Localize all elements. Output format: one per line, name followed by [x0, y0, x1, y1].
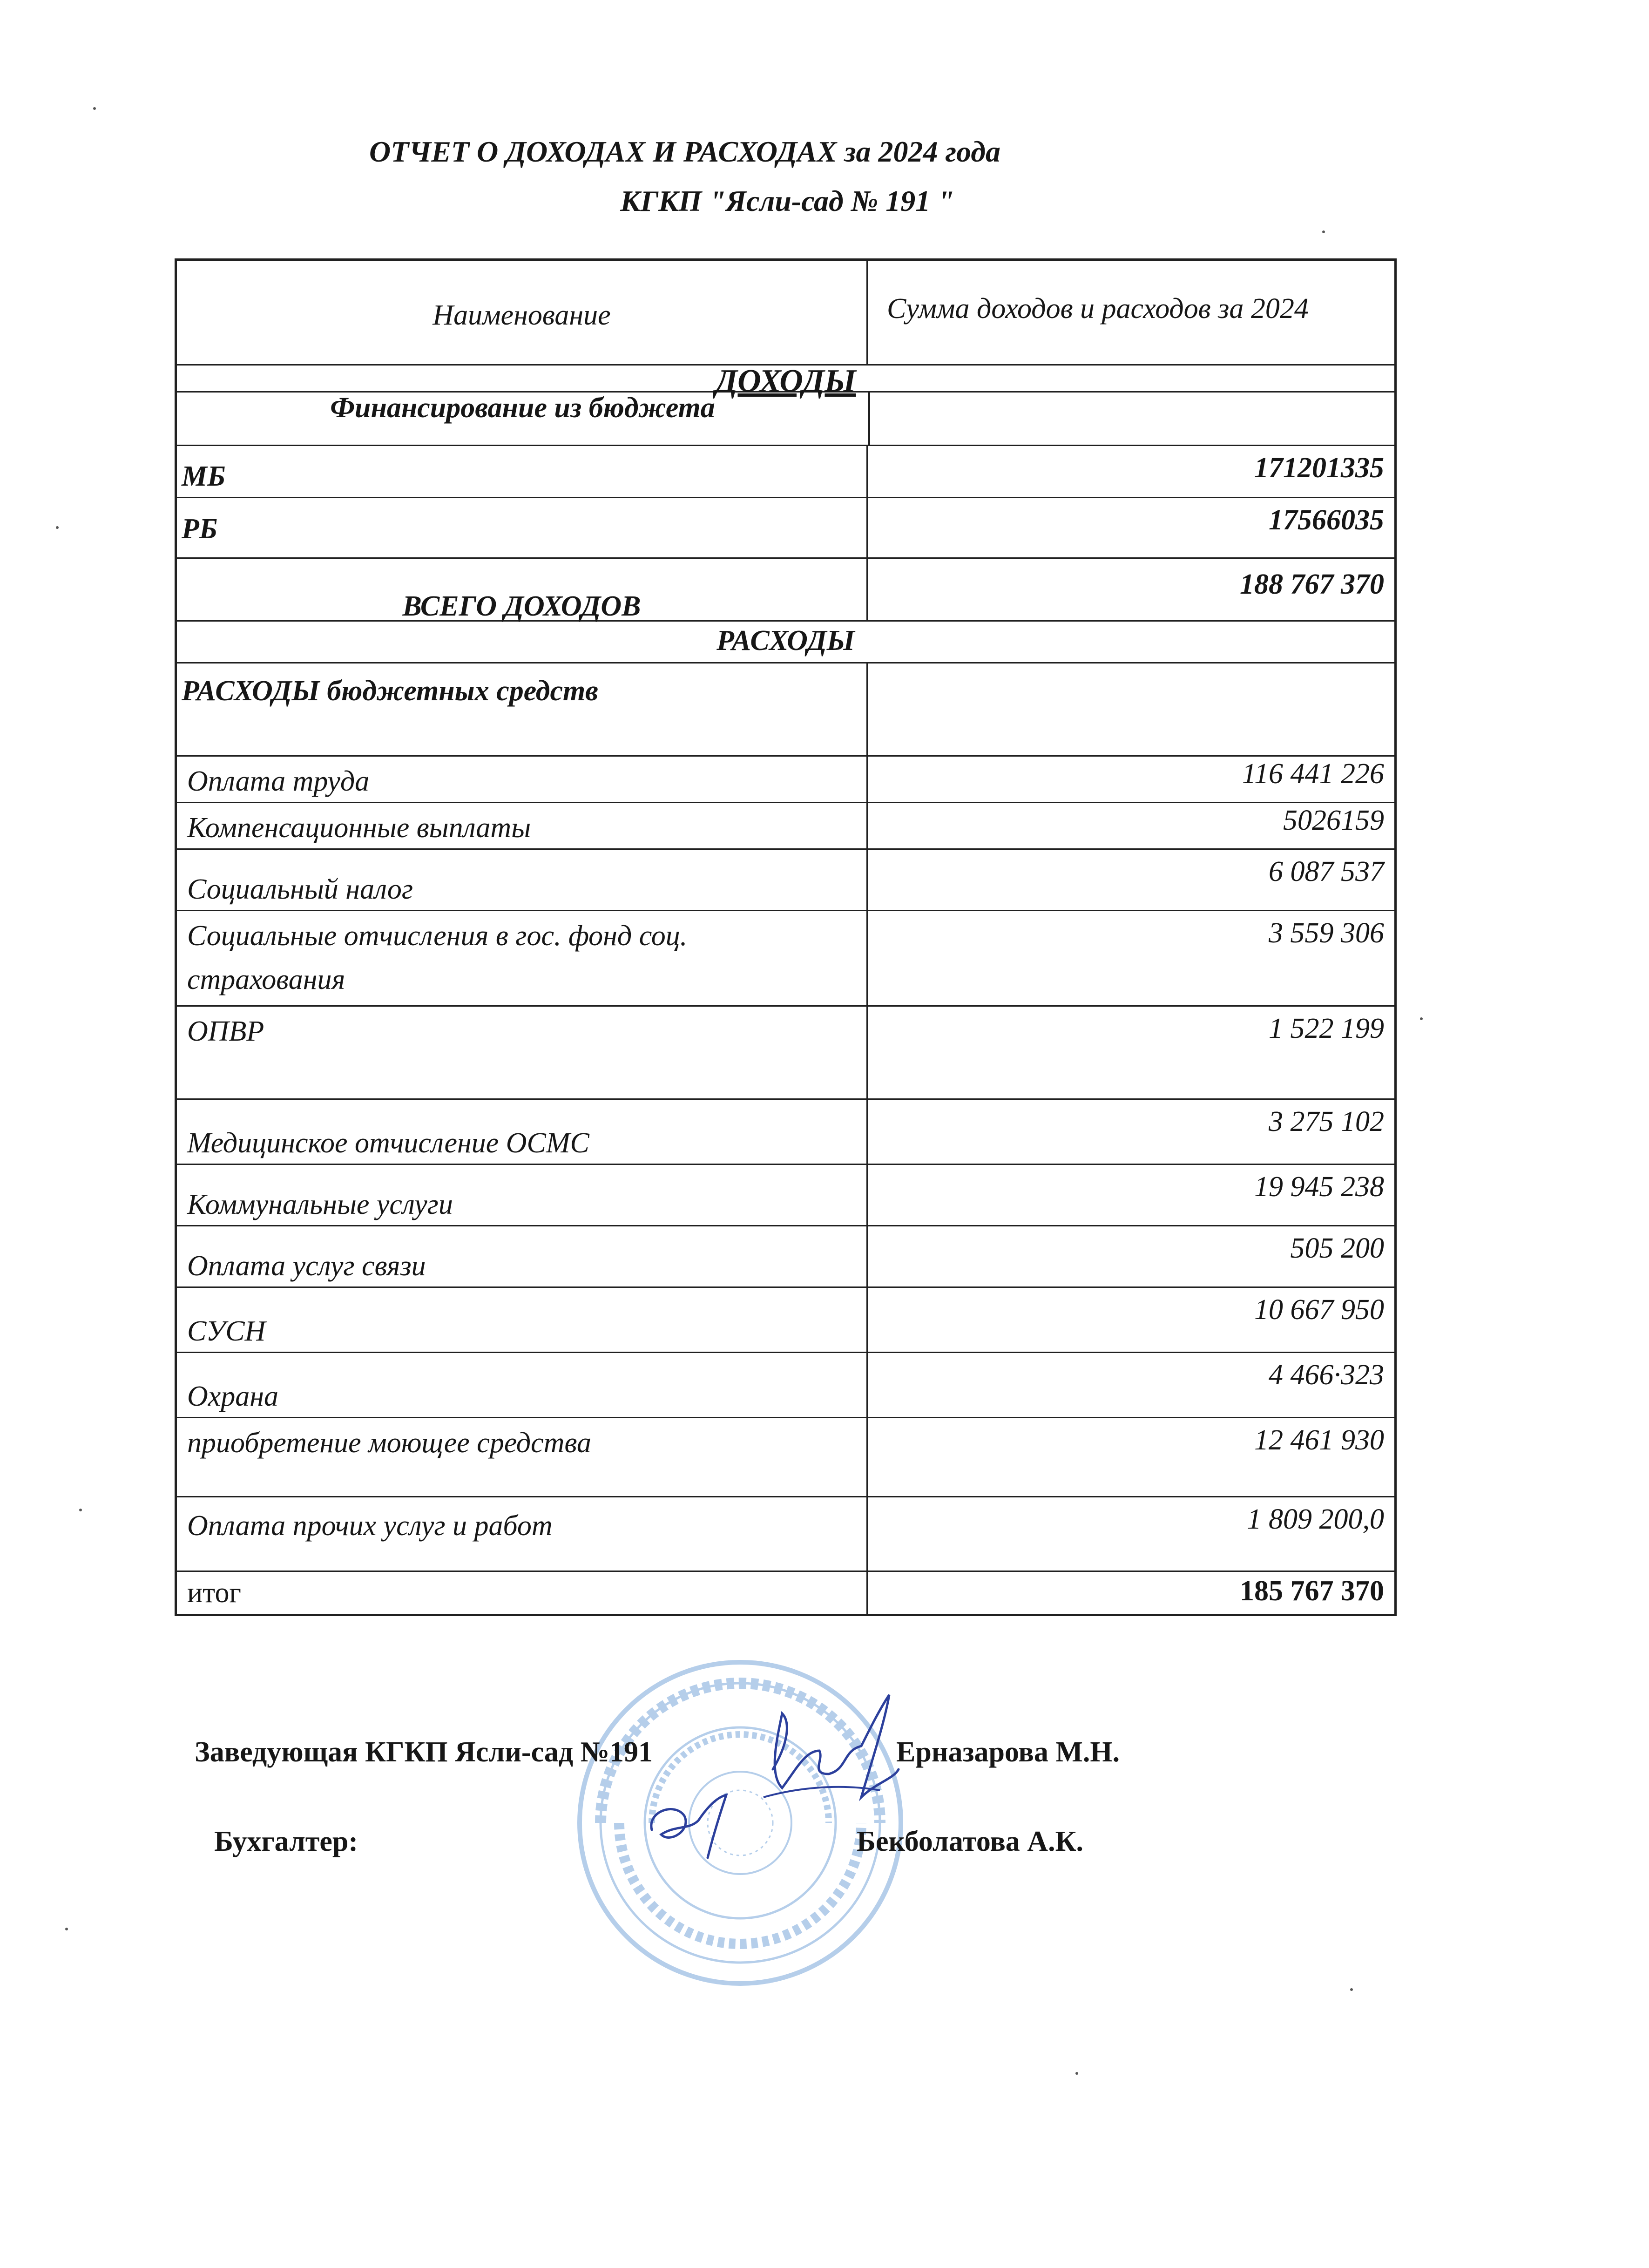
row-label: Оплата услуг связи — [187, 1250, 426, 1282]
table-row — [177, 1007, 1394, 1100]
row-value: 505 200 — [1290, 1232, 1384, 1264]
row-label: Социальные отчисления в гос. фонд соц. — [187, 920, 688, 952]
table-row — [177, 1165, 1394, 1226]
table-row — [177, 850, 1394, 911]
table-row — [177, 1288, 1394, 1353]
head-name: Ерназарова М.Н. — [896, 1736, 1120, 1768]
table-row — [177, 1100, 1394, 1165]
row-value: 171201335 — [1254, 452, 1384, 484]
scan-speck — [1420, 1017, 1423, 1020]
funding-label: Финансирование из бюджета — [330, 392, 715, 424]
scan-speck — [1075, 2072, 1078, 2075]
grand-total-row — [177, 1572, 1394, 1614]
grand-total-label: итог — [187, 1577, 241, 1609]
expense-section-title: РАСХОДЫ — [716, 625, 855, 657]
table-row — [177, 757, 1394, 803]
expense-subsection-label: РАСХОДЫ бюджетных средств — [182, 675, 598, 707]
row-value: 3 559 306 — [1269, 917, 1384, 949]
row-value: 19 945 238 — [1254, 1171, 1384, 1203]
table-row — [177, 446, 1394, 498]
report-title-line1: ОТЧЕТ О ДОХОДАХ И РАСХОДАХ за 2024 года — [369, 135, 1000, 168]
row-label-continuation: страхования — [187, 964, 345, 995]
table-row — [177, 803, 1394, 850]
funding-row — [177, 393, 1394, 446]
row-label: МБ — [182, 460, 226, 492]
table-row — [177, 1418, 1394, 1497]
row-value: 17566035 — [1269, 504, 1384, 536]
column-header-sum: Сумма доходов и расходов за 2024 — [887, 293, 1309, 325]
scan-speck — [79, 1509, 82, 1511]
row-value: 10 667 950 — [1254, 1294, 1384, 1326]
column-header-name: Наименование — [433, 299, 611, 331]
accountant-signature-icon — [638, 1788, 740, 1862]
income-section-title: ДОХОДЫ — [715, 363, 856, 399]
income-total-row — [177, 559, 1394, 622]
grand-total-value: 185 767 370 — [1240, 1575, 1384, 1607]
row-value: 4 466·323 — [1269, 1359, 1384, 1391]
accountant-name: Бекболатова А.К. — [857, 1826, 1084, 1857]
row-label: Коммунальные услуги — [187, 1189, 453, 1220]
table-row — [177, 1353, 1394, 1418]
expense-subsection-row — [177, 663, 1394, 757]
scan-speck — [1350, 1988, 1353, 1991]
row-value: 3 275 102 — [1269, 1106, 1384, 1137]
row-label: Социальный налог — [187, 873, 413, 905]
row-value: 1 522 199 — [1269, 1013, 1384, 1044]
scan-speck — [93, 107, 96, 110]
row-label: РБ — [182, 513, 218, 545]
head-signature-icon — [754, 1681, 903, 1821]
row-label: Медицинское отчисление ОСМС — [187, 1127, 589, 1159]
table-row — [177, 1226, 1394, 1288]
expense-section-row — [177, 622, 1394, 663]
row-value: 6 087 537 — [1269, 856, 1384, 887]
table-header-row — [177, 261, 1394, 366]
income-total-label: ВСЕГО ДОХОДОВ — [402, 590, 641, 622]
row-value: 12 461 930 — [1254, 1424, 1384, 1456]
row-label: Оплата прочих услуг и работ — [187, 1510, 553, 1542]
row-value: 1 809 200,0 — [1247, 1503, 1384, 1535]
row-label: Оплата труда — [187, 765, 370, 797]
row-label: приобретение моющее средства — [187, 1427, 591, 1459]
row-label: Охрана — [187, 1381, 279, 1412]
scan-speck — [65, 1928, 68, 1930]
scan-speck — [1322, 230, 1325, 233]
table-row — [177, 911, 1394, 1007]
row-value: 5026159 — [1283, 805, 1384, 836]
row-label: СУСН — [187, 1315, 266, 1347]
table-row — [177, 498, 1394, 559]
accountant-title: Бухгалтер: — [214, 1826, 358, 1857]
row-label: Компенсационные выплаты — [187, 812, 531, 844]
report-title-line2: КГКП "Ясли-сад № 191 " — [620, 184, 954, 217]
scan-speck — [56, 526, 59, 529]
income-total-value: 188 767 370 — [1240, 569, 1384, 600]
head-title: Заведующая КГКП Ясли-сад №191 — [195, 1736, 653, 1768]
table-row — [177, 1497, 1394, 1572]
row-value: 116 441 226 — [1242, 758, 1384, 790]
income-section-row — [177, 363, 1394, 399]
row-label: ОПВР — [187, 1016, 264, 1047]
report-table — [175, 258, 1397, 1616]
